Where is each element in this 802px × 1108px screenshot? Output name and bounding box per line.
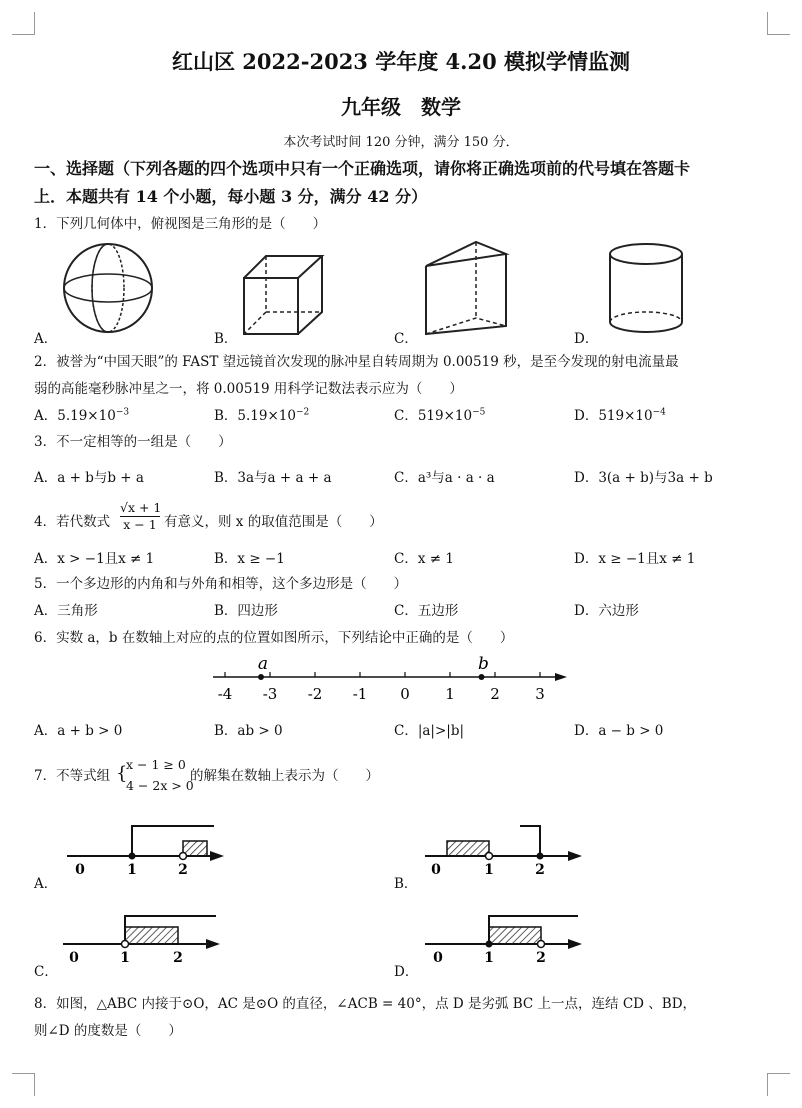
- q3-option-c[interactable]: C．a³与a · a · a: [394, 470, 495, 486]
- q7c-tick-0: 0: [69, 950, 79, 966]
- q7d-tick-2: 2: [536, 950, 546, 966]
- q6-tick-label: 0: [400, 685, 410, 703]
- q7b-tick-2: 2: [535, 862, 545, 878]
- cylinder-icon: [602, 240, 692, 340]
- q3-stem: 3．不一定相等的一组是（ ）: [34, 434, 232, 450]
- q6-axis-arrow: [555, 673, 567, 681]
- q2-stem-line2: 弱的高能毫秒脉冲星之一，将 0.00519 用科学记数法表示应为（ ）: [34, 381, 463, 397]
- q5-option-d[interactable]: D．六边形: [574, 603, 639, 619]
- q6-stem: 6．实数 a，b 在数轴上对应的点的位置如图所示，下列结论中正确的是（ ）: [34, 630, 514, 646]
- q7-number-line-c: [58, 908, 228, 972]
- q7d-tick-1: 1: [484, 950, 494, 966]
- q6-number-line: [205, 652, 575, 712]
- q7-number-line-d: [420, 908, 590, 972]
- q4-stem-post: 有意义，则 x 的取值范围是（ ）: [164, 514, 383, 530]
- q6-tick-label: -4: [217, 685, 233, 703]
- q6-tick-label: -1: [352, 685, 368, 703]
- q4-option-b[interactable]: B．x ≥ −1: [214, 551, 285, 567]
- q7a-tick-0: 0: [75, 862, 85, 878]
- crop-mark-bottom-right: [767, 1073, 790, 1096]
- q1-option-b[interactable]: B．: [214, 331, 238, 347]
- q7a-tick-1: 1: [127, 862, 137, 878]
- q4-option-a[interactable]: A．x > −1且x ≠ 1: [34, 551, 155, 567]
- q3-option-b[interactable]: B．3a与a + a + a: [214, 470, 332, 486]
- q4-numerator: √x + 1: [120, 500, 162, 515]
- q7-inequality-2: 4 − 2x > 0: [126, 778, 194, 793]
- q3-option-d[interactable]: D．3(a + b)与3a + b: [574, 470, 713, 486]
- q2-option-a[interactable]: A．$5.19\times 10^{-3}$: [34, 407, 130, 424]
- q4-stem-pre: 4．若代数式: [34, 514, 111, 530]
- q7-stem-pre: 7．不等式组: [34, 768, 111, 784]
- q7-option-c[interactable]: C．: [34, 964, 58, 980]
- q5-stem: 5．一个多边形的内角和与外角和相等，这个多边形是（ ）: [34, 576, 408, 592]
- q6-point-a: [258, 674, 264, 680]
- q4-option-d[interactable]: D．x ≥ −1且x ≠ 1: [574, 551, 696, 567]
- section-heading-line1: 一、选择题（下列各题的四个选项中只有一个正确选项，请你将正确选项前的代号填在答题卡: [34, 159, 691, 178]
- q7-number-line-a: [62, 820, 232, 884]
- triangular-prism-icon: [418, 238, 518, 342]
- q6-tick-label: 3: [535, 685, 545, 703]
- q6-tick-label: 2: [490, 685, 500, 703]
- q6-point-b: [479, 674, 485, 680]
- q7b-tick-0: 0: [431, 862, 441, 878]
- q7-option-b[interactable]: B．: [394, 876, 418, 892]
- q1-option-c[interactable]: C．: [394, 331, 418, 347]
- exam-note: 本次考试时间 120 分钟，满分 150 分．: [283, 135, 519, 150]
- q7-brace: {: [116, 763, 128, 784]
- q6-point-a-label: a: [257, 654, 269, 674]
- q2-stem-line1: 2．被誉为“中国天眼”的 FAST 望远镜首次发现的脉冲星自转周期为 0.00519 秒，是至今发现的射电流量最: [34, 354, 679, 370]
- q7-number-line-b: [420, 820, 590, 884]
- q8-stem-line2: 则∠D 的度数是（ ）: [34, 1023, 182, 1039]
- q6-option-d[interactable]: D．a − b > 0: [574, 723, 664, 739]
- q5-option-b[interactable]: B．四边形: [214, 603, 278, 619]
- sphere-icon: [60, 240, 160, 339]
- q7-option-d[interactable]: D．: [394, 964, 419, 980]
- q6-tick-label: 1: [445, 685, 455, 703]
- q4-option-c[interactable]: C．x ≠ 1: [394, 551, 454, 567]
- q6-option-a[interactable]: A．a + b > 0: [34, 723, 123, 739]
- q7-inequality-1: x − 1 ≥ 0: [126, 757, 186, 772]
- crop-mark-top-left: [12, 12, 35, 35]
- q2-option-c[interactable]: C．$519\times 10^{-5}$: [394, 407, 486, 424]
- q7a-tick-2: 2: [178, 862, 188, 878]
- q1-option-d[interactable]: D．: [574, 331, 599, 347]
- q6-option-c[interactable]: C．|a|>|b|: [394, 723, 465, 739]
- exam-title: 红山区 2022-2023 学年度 4.20 模拟学情监测: [172, 49, 630, 74]
- q2-option-b[interactable]: B．$5.19\times 10^{-2}$: [214, 407, 310, 424]
- q5-option-a[interactable]: A．三角形: [34, 603, 98, 619]
- q5-option-c[interactable]: C．五边形: [394, 603, 459, 619]
- q6-tick-label: -3: [262, 685, 278, 703]
- q1-option-a[interactable]: A．: [34, 331, 58, 347]
- cube-icon: [238, 250, 338, 344]
- q7c-tick-1: 1: [120, 950, 130, 966]
- q7d-tick-0: 0: [433, 950, 443, 966]
- q6-tick-label: -2: [307, 685, 323, 703]
- q7c-tick-2: 2: [173, 950, 183, 966]
- crop-mark-top-right: [767, 12, 790, 35]
- q6-option-b[interactable]: B．ab > 0: [214, 723, 283, 739]
- q8-stem-line1: 8．如图，△ABC 内接于⊙O，AC 是⊙O 的直径，∠ACB = 40°，点 D 是劣弧 BC 上一点，连结 CD 、BD，: [34, 996, 697, 1012]
- q1-stem: 1．下列几何体中，俯视图是三角形的是（ ）: [34, 216, 327, 232]
- q7-system: [126, 754, 194, 796]
- crop-mark-bottom-left: [12, 1073, 35, 1096]
- section-heading-line2: 上．本题共有 14 个小题，每小题 3 分，满分 42 分）: [34, 187, 428, 206]
- q7b-tick-1: 1: [484, 862, 494, 878]
- q7-option-a[interactable]: A．: [34, 876, 58, 892]
- q4-fraction: [120, 500, 160, 532]
- q2-option-d[interactable]: D．$519\times 10^{-4}$: [574, 407, 666, 424]
- q6-point-b-label: b: [478, 654, 489, 674]
- q3-option-a[interactable]: A．a + b与b + a: [34, 470, 144, 486]
- q4-denominator: x − 1: [123, 517, 157, 532]
- exam-subtitle: 九年级 数学: [341, 95, 461, 119]
- q7-stem-post: 的解集在数轴上表示为（ ）: [190, 768, 379, 784]
